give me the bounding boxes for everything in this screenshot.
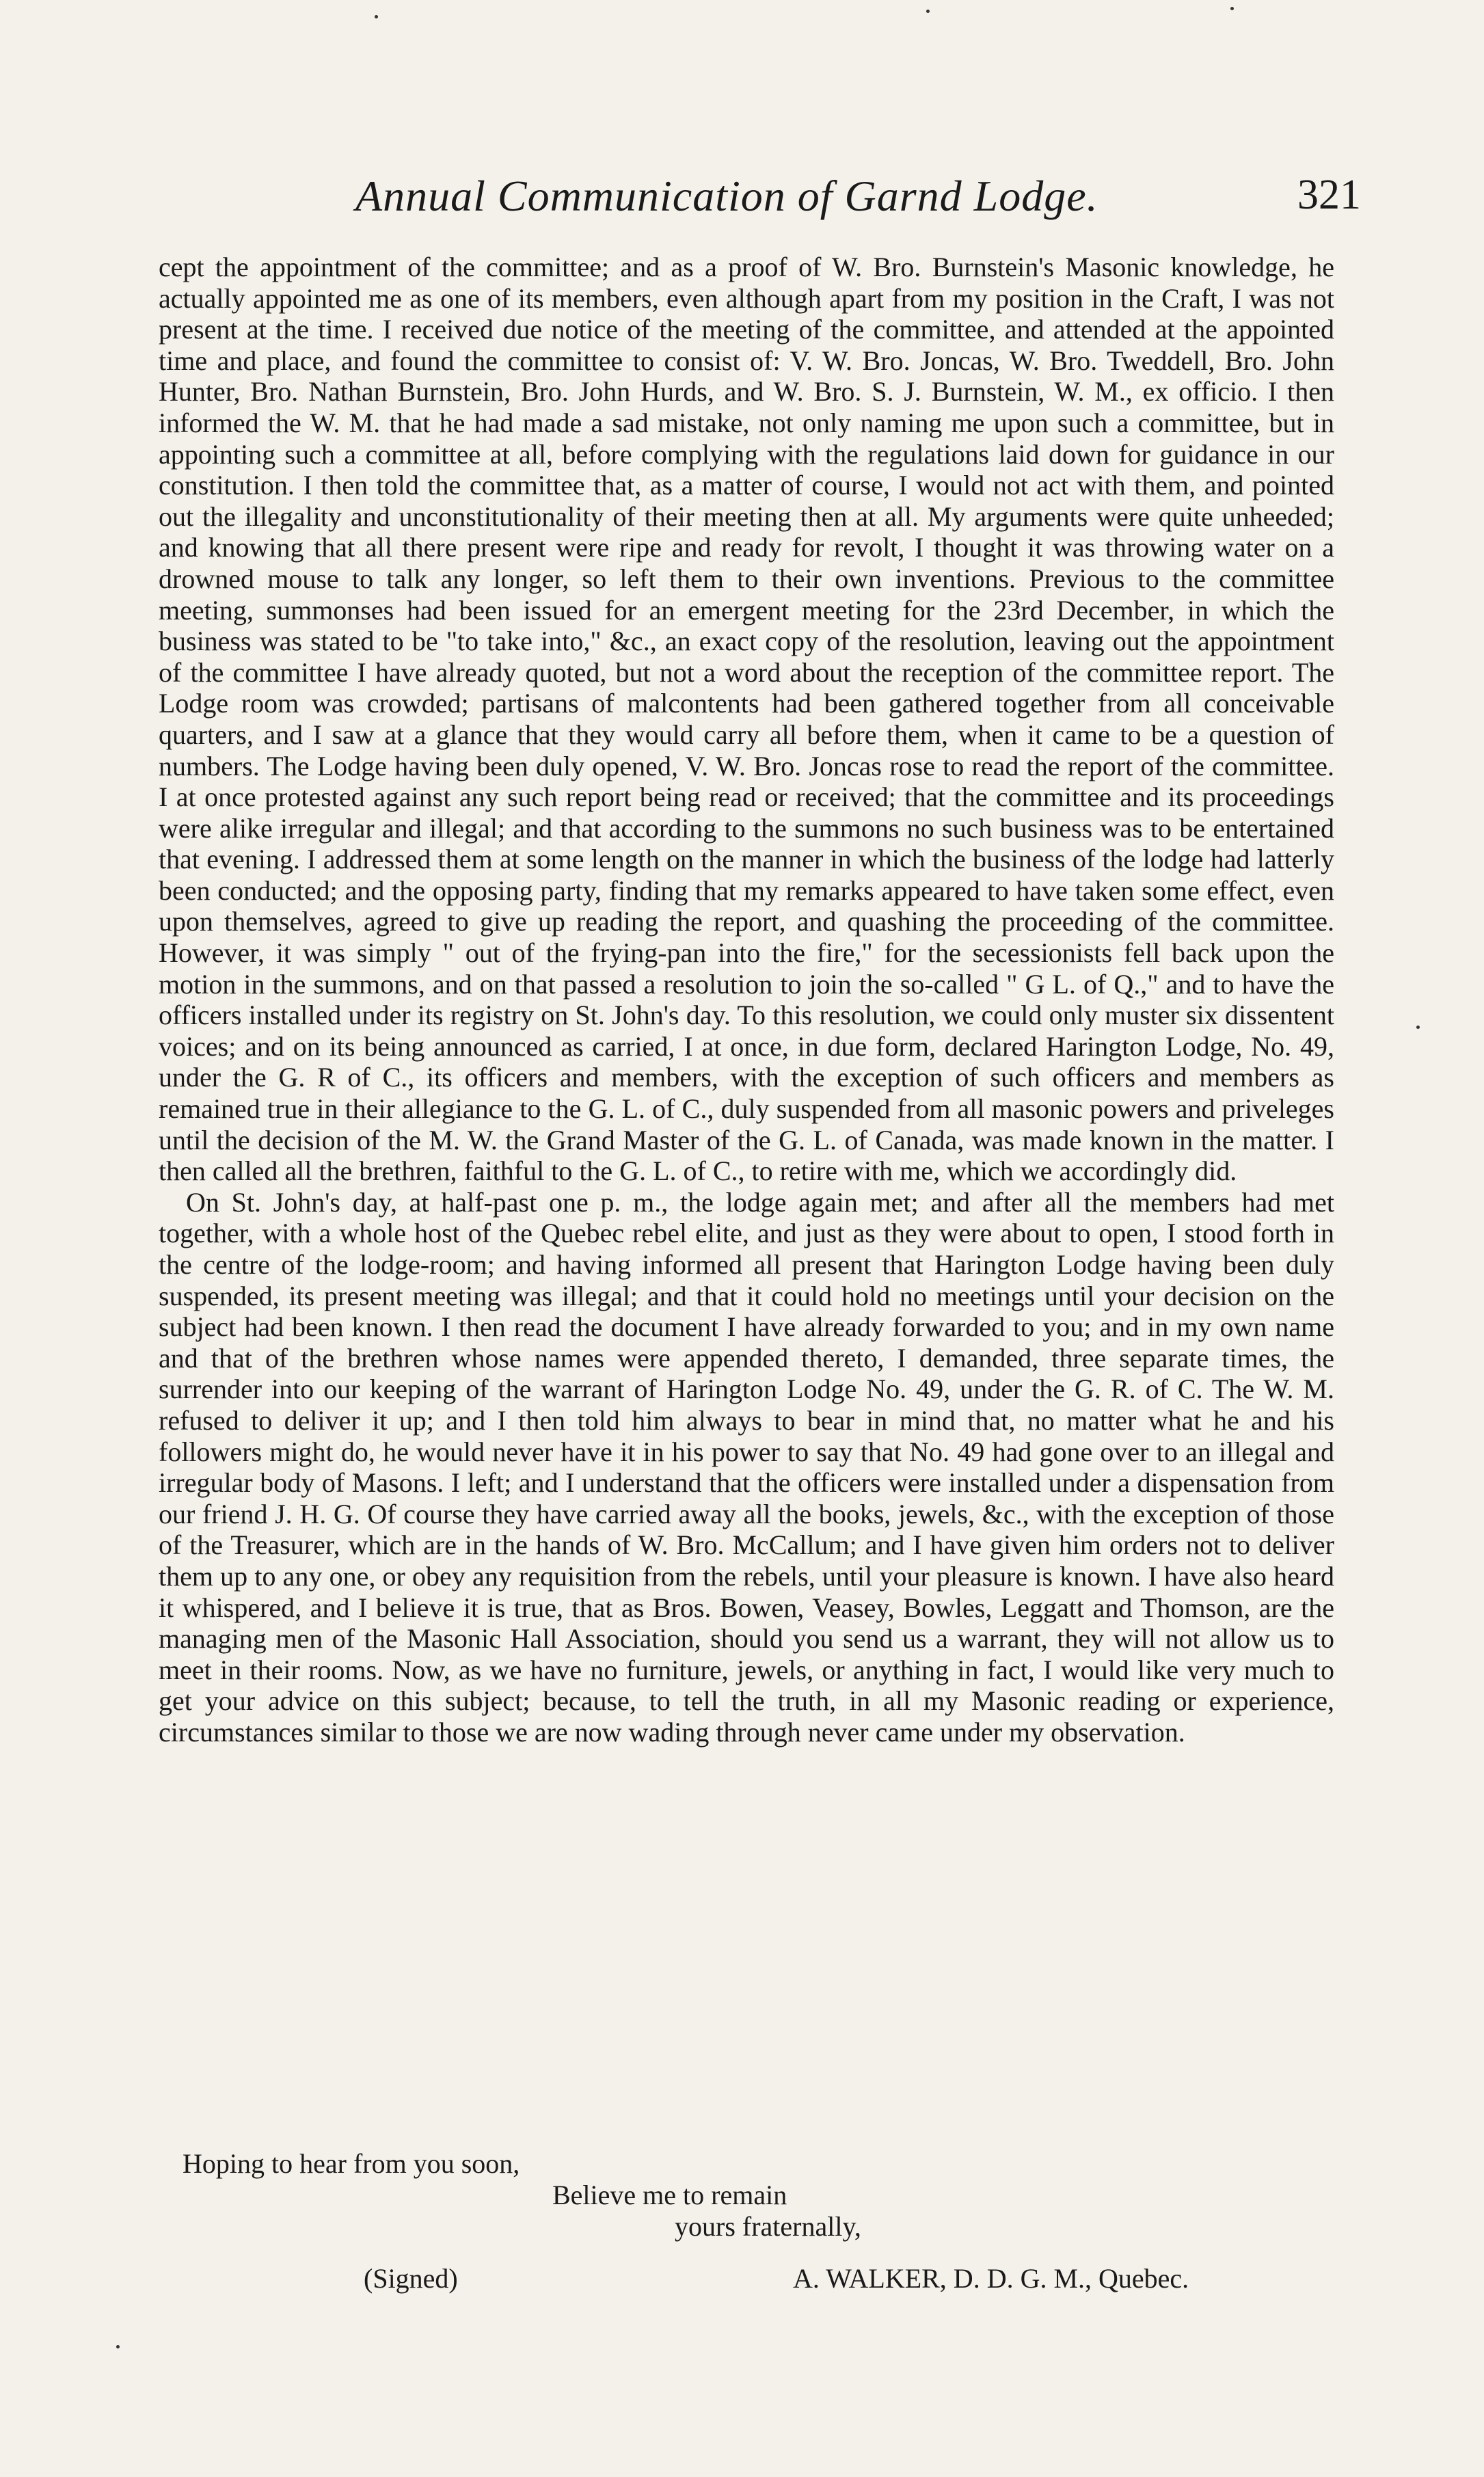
- paragraph: cept the appointment of the committee; and as a proof of W. Bro. Burnstein's Masonic knowledge, he actually appointed me as one of its members, even although apart from my position in the Craft, I was not present at the time. I received due notice of the meeting of the committee, and attended at the appointed time and place, and found the committee to consist of: V. W. Bro. Joncas, W. Bro. Tweddell, Bro. John Hunter, Bro. Nathan Burnstein, Bro. John Hurds, and W. Bro. S. J. Burnstein, W. M., ex officio. I then informed the W. M. that he had made a sad mistake, not only naming me upon such a committee, but in appointing such a committee at all, before complying with the regulations laid down for guidance in our constitution. I then told the committee that, as a matter of course, I would not act with them, and pointed out the illegality and unconstitutionality of their meeting then at all. My arguments were quite unheeded; and knowing that all there present were ripe and ready for revolt, I thought it was throwing water on a drowned mouse to talk any longer, so left them to their own inventions. Previous to the committee meeting, summonses had been issued for an emergent meeting for the 23rd December, in which the business was stated to be "to take into," &c., an exact copy of the resolution, leaving out the appointment of the committee I have already quoted, but not a word about the reception of the committee report. The Lodge room was crowded; partisans of malcontents had been gathered together from all conceivable quarters, and I saw at a glance that they would carry all before them, when it came to be a question of numbers. The Lodge having been duly opened, V. W. Bro. Joncas rose to read the report of the committee. I at once protested against any such report being read or received; that the committee and its proceedings were alike irregular and illegal; and that according to the summons no such business was to be entertained that evening. I addressed them at some length on the manner in which the business of the lodge had latterly been conducted; and the opposing party, finding that my remarks appeared to have taken some effect, even upon themselves, agreed to give up reading the report, and quashing the proceeding of the committee. However, it was simply " out of the frying-pan into the fire," for the secessionists fell back upon the motion in the summons, and on that passed a resolution to join the so-called " G L. of Q.," and to have the officers installed under its registry on St. John's day. To this resolution, we could only muster six dissentent voices; and on its being announced as carried, I at once, in due form, declared Harington Lodge, No. 49, under the G. R of C., its officers and members, with the exception of such officers and members as remained true in their allegiance to the G. L. of C., duly suspended from all masonic powers and priveleges until the decision of the M. W. the Grand Master of the G. L. of Canada, was made known in the matter. I then called all the brethren, faithful to the G. L. of C., to retire with me, which we accordingly did.: [159, 252, 1334, 1187]
- running-title: Annual Communication of Garnd Lodge.: [355, 172, 1098, 220]
- closing-yours: yours fraternally,: [675, 2211, 861, 2242]
- page-number: 321: [1297, 172, 1361, 218]
- print-speck: [116, 2345, 120, 2348]
- signature: A. WALKER, D. D. G. M., Quebec.: [793, 2263, 1189, 2294]
- print-speck: [1230, 7, 1234, 10]
- print-speck: [1416, 1026, 1420, 1029]
- letter-body: [159, 252, 1334, 1748]
- print-speck: [926, 10, 930, 13]
- page-header: [355, 171, 1361, 232]
- paragraph: On St. John's day, at half-past one p. m., the lodge again met; and after all the members had met together, with a whole host of the Quebec rebel elite, and just as they were about to open, I stood forth in the centre of the lodge-room; and having informed all present that Harington Lodge having been duly suspended, its present meeting was illegal; and that it could hold no meetings until your decision on the subject had been known. I then read the document I have already forwarded to you; and in my own name and that of the brethren whose names were appended thereto, I demanded, three separate times, the surrender into our keeping of the warrant of Harington Lodge No. 49, under the G. R. of C. The W. M. refused to deliver it up; and I then told him always to bear in mind that, no matter what he and his followers might do, he would never have it in his power to say that No. 49 had gone over to an illegal and irregular body of Masons. I left; and I understand that the officers were installed under a dispensation from our friend J. H. G. Of course they have carried away all the books, jewels, &c., with the exception of those of the Treasurer, which are in the hands of W. Bro. McCallum; and I have given him orders not to deliver them up to any one, or obey any requisition from the rebels, until your pleasure is known. I have also heard it whispered, and I believe it is true, that as Bros. Bowen, Veasey, Bowles, Leggatt and Thomson, are the managing men of the Masonic Hall Association, should you send us a warrant, they will not allow us to meet in their rooms. Now, as we have no furniture, jewels, or anything in fact, I would like very much to get your advice on this subject; because, to tell the truth, in all my Masonic reading or experience, circumstances similar to those we are now wading through never came under my observation.: [159, 1186, 1334, 1748]
- signed-label: (Signed): [364, 2263, 458, 2294]
- closing-believe: Believe me to remain: [552, 2180, 787, 2210]
- closing-hoping: Hoping to hear from you soon,: [183, 2148, 520, 2179]
- print-speck: [375, 15, 378, 18]
